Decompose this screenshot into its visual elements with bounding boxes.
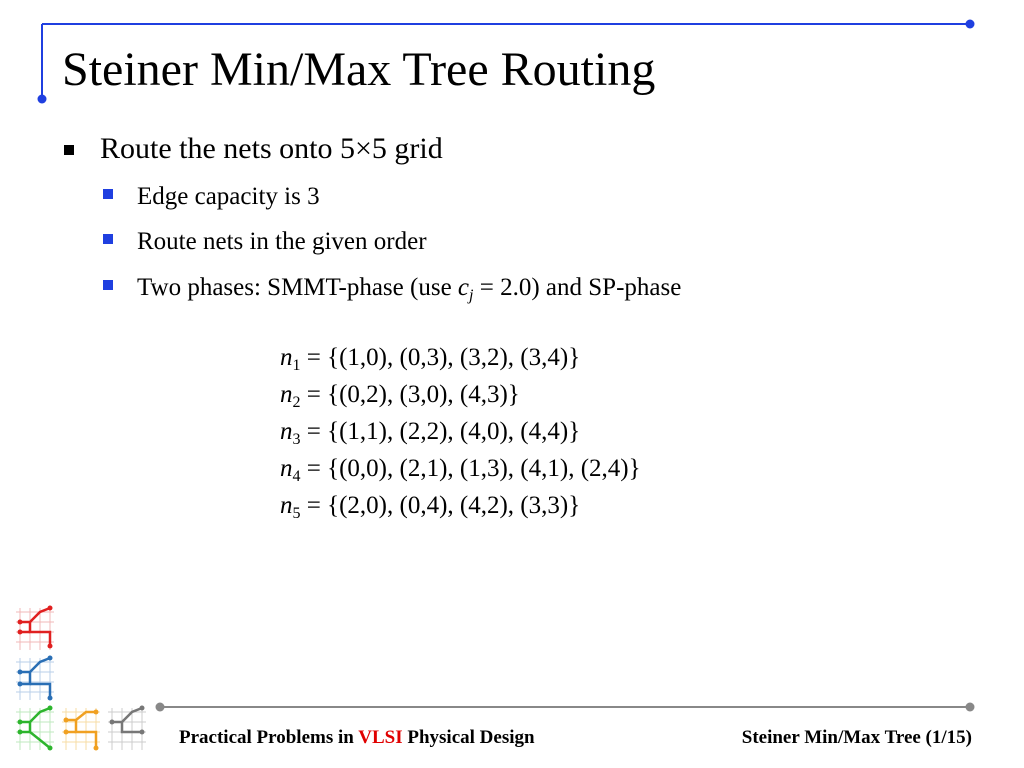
footer-vlsi: VLSI <box>358 727 403 748</box>
logo-grid-blue <box>16 658 54 700</box>
frame-dot-bottom <box>38 95 47 104</box>
subbullet-square-icon <box>103 280 113 290</box>
main-bullet: Route the nets onto 5×5 grid <box>100 132 443 165</box>
phase-subscript: j <box>469 287 474 304</box>
footer-course-title: Practical Problems in VLSI Physical Design <box>179 727 535 748</box>
net-line-1: $n_1 = \{(1,0)$, (0,3), (3,2), (3,4)} <box>280 344 581 374</box>
bullet-square-icon <box>64 145 74 155</box>
slide-title: Steiner Min/Max Tree Routing <box>62 43 656 96</box>
subbullet-capacity: Edge capacity is 3 <box>137 183 320 210</box>
net-line-3: $n_3 = \{(1,1)$, (2,2), (4,0), (4,4)} <box>280 418 581 448</box>
phase-prefix: Two phases: SMMT-phase (use <box>137 274 458 301</box>
subbullet-square-icon <box>103 234 113 244</box>
frame-dot-right <box>966 20 975 29</box>
subbullet-phases <box>137 273 681 303</box>
logo-grid-red <box>16 608 54 650</box>
net-line-2: $n_2 = \{(0,2)$, (3,0), (4,3)} <box>280 381 520 411</box>
logo-grid-gray <box>108 708 146 750</box>
subbullet-order: Route nets in the given order <box>137 228 427 255</box>
phase-variable: c <box>457 274 470 301</box>
net-line-5: $n_5 = \{(2,0)$, (0,4), (4,2), (3,3)} <box>280 492 581 522</box>
phase-suffix: = 2.0) and SP-phase <box>473 274 682 301</box>
footer-rule <box>150 700 980 714</box>
routing-logo-icon <box>8 600 158 760</box>
logo-grid-orange <box>62 708 100 750</box>
net-line-4: $n_4 = \{(0,0)$, (2,1), (1,3), (4,1), (2,4)} <box>280 455 641 485</box>
subbullet-square-icon <box>103 189 113 199</box>
logo-grid-green <box>16 708 54 750</box>
footer-page-label: Steiner Min/Max Tree (1/15) <box>741 727 972 748</box>
